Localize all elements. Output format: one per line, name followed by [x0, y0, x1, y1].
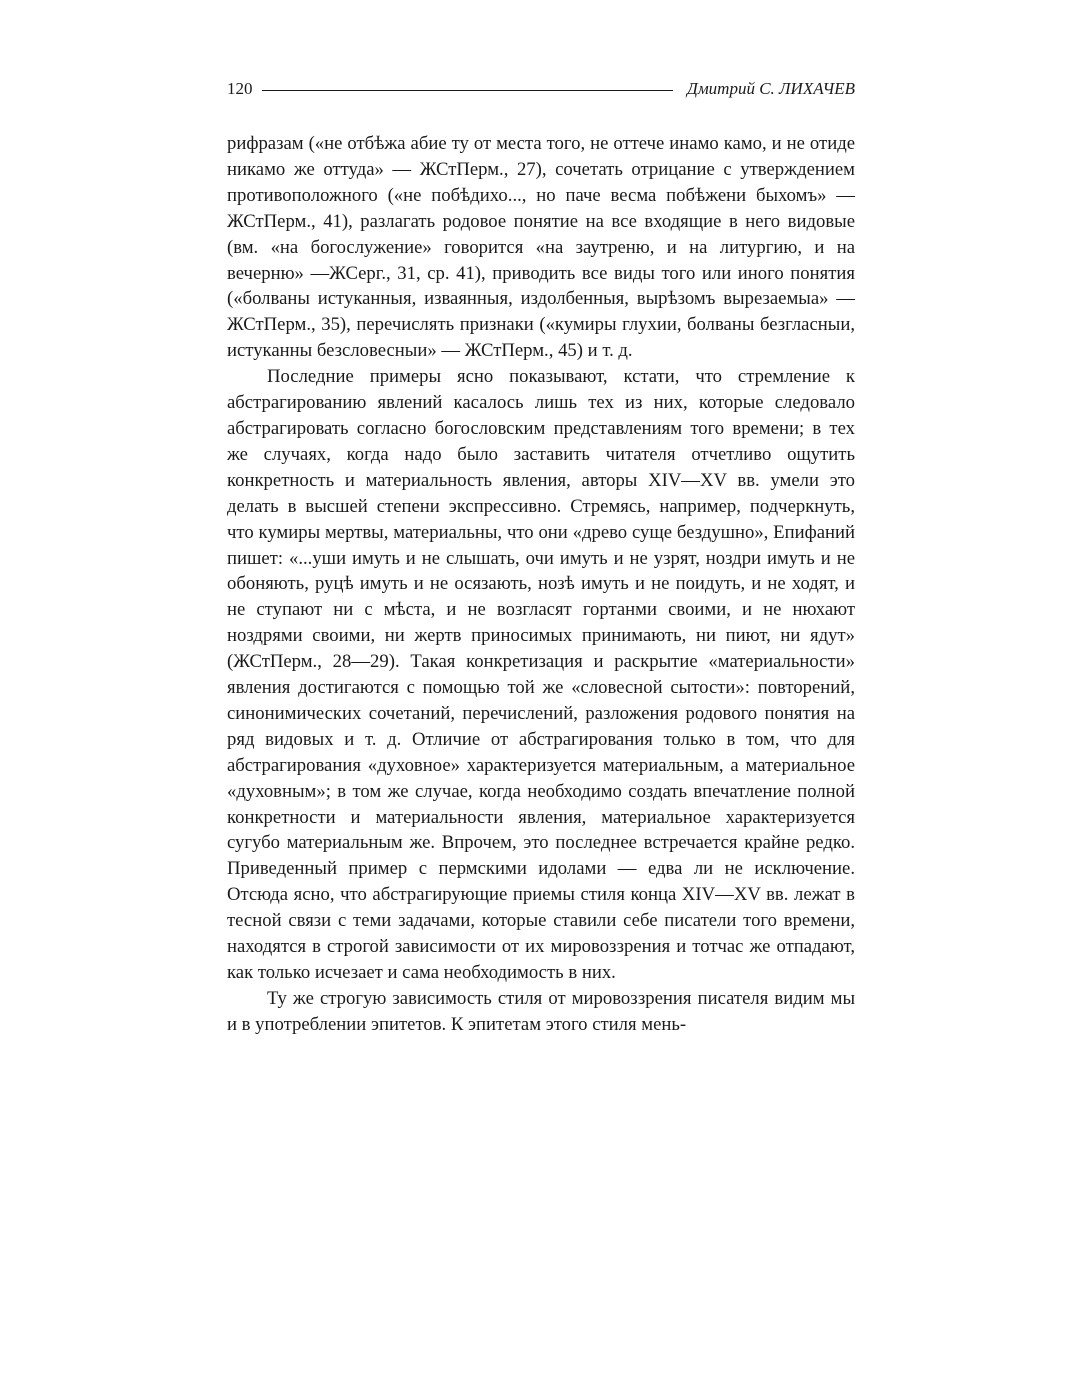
body-text [227, 131, 855, 1038]
running-head [227, 78, 855, 100]
paragraph-continued: рифразам («не отбѣжа абие ту от места того, не оттече инамо камо, и не отиде никамо же оттуда» — ЖСтПерм., 27), сочетать отрицание с утверждением противоположного («не побѣдихо..., но паче весма побѣжени быхомъ» — ЖСтПерм., 41), разлагать родовое понятие на все входящие в него видовые (вм. «на богослужение» говорится «на заутреню, и на литургию, и на вечерню» —ЖСерг., 31, ср. 41), приводить все виды того или иного понятия («болваны истуканныя, изваянныя, издолбенныя, вырѣзомъ вырезаемыа» — ЖСтПерм., 35), перечислять признаки («кумиры глухии, болваны безгласныи, истуканны безсловесныи» — ЖСтПерм., 45) и т. д. [227, 133, 855, 362]
book-page [227, 0, 855, 1394]
page-number: 120 [227, 79, 253, 98]
paragraph: Последние примеры ясно показывают, кстати, что стремление к абстрагированию явлений касалось лишь тех из них, которые следовало абстрагировать согласно богословским представлениям того времени; в тех же случаях, когда надо было заставить читателя отчетливо ощутить конкретность и материальность явления, авторы XIV—XV вв. умели это делать в высшей степени экспрессивно. Стремясь, например, подчеркнуть, что кумиры мертвы, материальны, что они «древо суще бездушно», Епифаний пишет: «...уши имуть и не слышать, очи имуть и не узрят, ноздри имуть и не обоняють, руцѣ имуть и не осязають, нозѣ имуть и не поидуть, и не ходят, и не ступают ни с мѣста, и не возгласят гортанми своими, и не нюхают ноздрями своими, ни жертв приносимых принимають, ни пиют, ни ядут» (ЖСтПерм., 28—29). Такая конкретизация и раскрытие «материальности» явления достигаются с помощью той же «словесной сытости»: повторений, синонимических сочетаний, перечислений, разложения родового понятия на ряд видовых и т. д. Отличие от абстрагирования только в том, что для абстрагирования «духовное» характеризуется материальным, а материальное «духовным»; в том же случае, когда необходимо создать впечатление полной конкретности и материальности явления, материальное характеризуется сугубо материальным же. Впрочем, это последнее встречается крайне редко. Приведенный пример с пермскими идолами — едва ли не исключение. Отсюда ясно, что абстрагирующие приемы стиля конца XIV—XV вв. лежат в тесной связи с теми задачами, которые ставили себе писатели того времени, находятся в строгой зависимости от их мировоззрения и тотчас же отпадают, как только исчезает и сама необходимость в них. [227, 366, 855, 983]
header-rule [262, 90, 674, 91]
paragraph: Ту же строгую зависимость стиля от мировоззрения писателя видим мы и в употреблении эпитетов. К эпитетам этого стиля мень- [227, 987, 855, 1035]
running-title: Дмитрий С. ЛИХАЧЕВ [687, 79, 855, 98]
